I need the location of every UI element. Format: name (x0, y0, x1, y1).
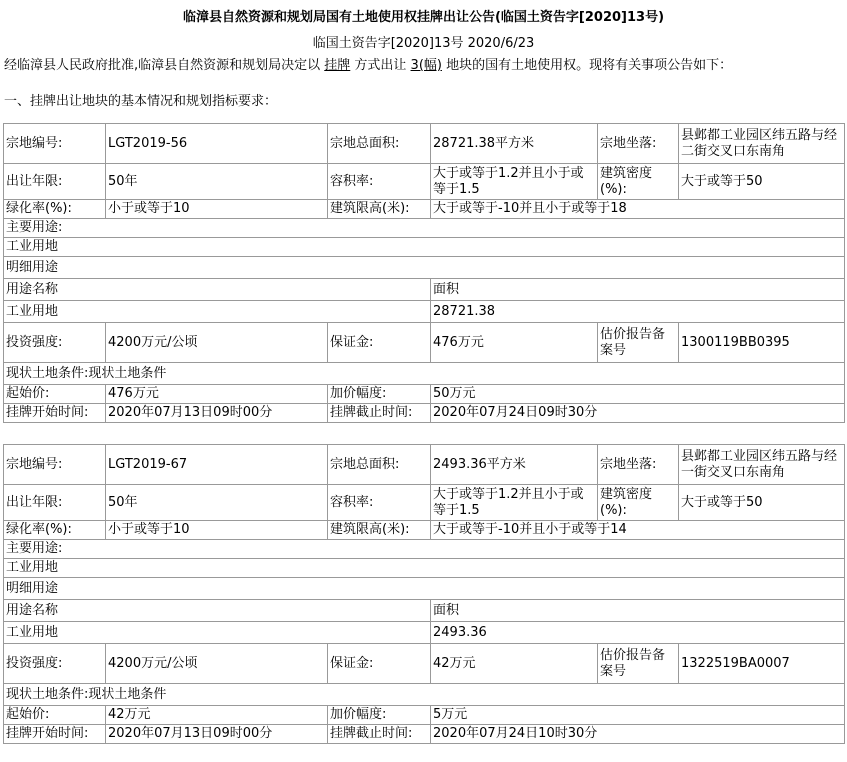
table-row (4, 124, 845, 164)
table-row (4, 485, 845, 521)
label-deposit: 保证金: (328, 644, 431, 684)
label-main-use: 主要用途: (4, 540, 845, 559)
table-row (4, 540, 845, 559)
value-appraisal: 1322519BA0007 (679, 644, 845, 684)
label-end-time: 挂牌截止时间: (328, 404, 431, 423)
value-deposit: 476万元 (431, 323, 598, 363)
label-density: 建筑密度(%): (598, 485, 679, 521)
label-detail-use: 明细用途 (4, 578, 845, 600)
table-row (4, 600, 845, 622)
label-height: 建筑限高(米): (328, 521, 431, 540)
label-location: 宗地坐落: (598, 445, 679, 485)
label-green: 绿化率(%): (4, 521, 106, 540)
value-height: 大于或等于-10并且小于或等于18 (431, 200, 845, 219)
intro-text-1: 经临漳县人民政府批准,临漳县自然资源和规划局决定以 (4, 58, 325, 73)
label-investment: 投资强度: (4, 644, 106, 684)
value-end-time: 2020年07月24日09时30分 (431, 404, 845, 423)
table-row (4, 521, 845, 540)
label-green: 绿化率(%): (4, 200, 106, 219)
table-row (4, 644, 845, 684)
label-increment: 加价幅度: (328, 706, 431, 725)
table-row (4, 323, 845, 363)
table-row (4, 219, 845, 238)
intro-text-2: 方式出让 (350, 58, 411, 73)
table-row (4, 578, 845, 600)
value-deposit: 42万元 (431, 644, 598, 684)
value-end-time: 2020年07月24日10时30分 (431, 725, 845, 744)
value-location: 县邺都工业园区纬五路与经二街交叉口东南角 (679, 124, 845, 164)
table-row (4, 238, 845, 257)
value-increment: 5万元 (431, 706, 845, 725)
label-deposit: 保证金: (328, 323, 431, 363)
label-height: 建筑限高(米): (328, 200, 431, 219)
value-far: 大于或等于1.2并且小于或等于1.5 (431, 485, 598, 521)
value-use-area: 28721.38 (431, 301, 845, 323)
label-term: 出让年限: (4, 164, 106, 200)
value-density: 大于或等于50 (679, 164, 845, 200)
label-start-time: 挂牌开始时间: (4, 404, 106, 423)
value-increment: 50万元 (431, 385, 845, 404)
value-condition: 现状土地条件 (88, 686, 167, 702)
value-main-use: 工业用地 (4, 559, 845, 578)
value-use-area: 2493.36 (431, 622, 845, 644)
label-condition: 现状土地条件: (6, 365, 89, 381)
value-start-price: 476万元 (106, 385, 328, 404)
value-main-use: 工业用地 (4, 238, 845, 257)
parcel-table (3, 444, 845, 744)
label-parcel-no: 宗地编号: (4, 124, 106, 164)
label-term: 出让年限: (4, 485, 106, 521)
value-height: 大于或等于-10并且小于或等于14 (431, 521, 845, 540)
value-condition: 现状土地条件 (88, 365, 167, 381)
table-row (4, 559, 845, 578)
value-far: 大于或等于1.2并且小于或等于1.5 (431, 164, 598, 200)
land-condition (4, 363, 845, 385)
label-detail-use: 明细用途 (4, 257, 845, 279)
value-density: 大于或等于50 (679, 485, 845, 521)
label-use-name: 用途名称 (4, 279, 431, 301)
table-row (4, 622, 845, 644)
table-row (4, 404, 845, 423)
value-green: 小于或等于10 (106, 200, 328, 219)
label-far: 容积率: (328, 164, 431, 200)
value-total-area: 28721.38平方米 (431, 124, 598, 164)
value-term: 50年 (106, 164, 328, 200)
intro-text-3: 地块的国有土地使用权。现将有关事项公告如下： (441, 58, 733, 73)
label-parcel-no: 宗地编号: (4, 445, 106, 485)
document-number-date: 临国土资告字[2020]13号 2020/6/23 (312, 36, 535, 51)
table-row (4, 445, 845, 485)
parcel-table (3, 123, 845, 423)
land-condition (4, 684, 845, 706)
table-row (4, 725, 845, 744)
label-area: 面积 (431, 600, 845, 622)
label-far: 容积率: (328, 485, 431, 521)
value-start-time: 2020年07月13日09时00分 (106, 725, 328, 744)
table-row (4, 706, 845, 725)
value-term: 50年 (106, 485, 328, 521)
label-main-use: 主要用途: (4, 219, 845, 238)
value-total-area: 2493.36平方米 (431, 445, 598, 485)
label-location: 宗地坐落: (598, 124, 679, 164)
value-appraisal: 1300119BB0395 (679, 323, 845, 363)
label-appraisal: 估价报告备案号 (598, 323, 679, 363)
label-appraisal: 估价报告备案号 (598, 644, 679, 684)
label-total-area: 宗地总面积: (328, 124, 431, 164)
transfer-method: 挂牌 (324, 58, 351, 73)
label-use-name: 用途名称 (4, 600, 431, 622)
table-row (4, 363, 845, 385)
table-row (4, 279, 845, 301)
label-end-time: 挂牌截止时间: (328, 725, 431, 744)
value-location: 县邺都工业园区纬五路与经一街交叉口东南角 (679, 445, 845, 485)
value-parcel-no: LGT2019-56 (106, 124, 328, 164)
value-investment: 4200万元/公顷 (106, 644, 328, 684)
value-green: 小于或等于10 (106, 521, 328, 540)
value-start-time: 2020年07月13日09时00分 (106, 404, 328, 423)
value-parcel-no: LGT2019-67 (106, 445, 328, 485)
table-row (4, 200, 845, 219)
page-title: 临漳县自然资源和规划局国有土地使用权挂牌出让公告(临国土资告字[2020]13号) (182, 10, 665, 25)
label-area: 面积 (431, 279, 845, 301)
label-condition: 现状土地条件: (6, 686, 89, 702)
label-total-area: 宗地总面积: (328, 445, 431, 485)
table-row (4, 164, 845, 200)
label-investment: 投资强度: (4, 323, 106, 363)
label-start-time: 挂牌开始时间: (4, 725, 106, 744)
section-heading: 一、挂牌出让地块的基本情况和规划指标要求： (4, 94, 278, 109)
label-start-price: 起始价: (4, 706, 106, 725)
table-row (4, 301, 845, 323)
value-start-price: 42万元 (106, 706, 328, 725)
parcel-count: 3(幅) (410, 58, 442, 73)
label-start-price: 起始价: (4, 385, 106, 404)
label-density: 建筑密度(%): (598, 164, 679, 200)
intro-paragraph (4, 54, 732, 73)
label-increment: 加价幅度: (328, 385, 431, 404)
table-row (4, 684, 845, 706)
table-row (4, 385, 845, 404)
table-row (4, 257, 845, 279)
value-use-name: 工业用地 (4, 301, 431, 323)
value-investment: 4200万元/公顷 (106, 323, 328, 363)
value-use-name: 工业用地 (4, 622, 431, 644)
